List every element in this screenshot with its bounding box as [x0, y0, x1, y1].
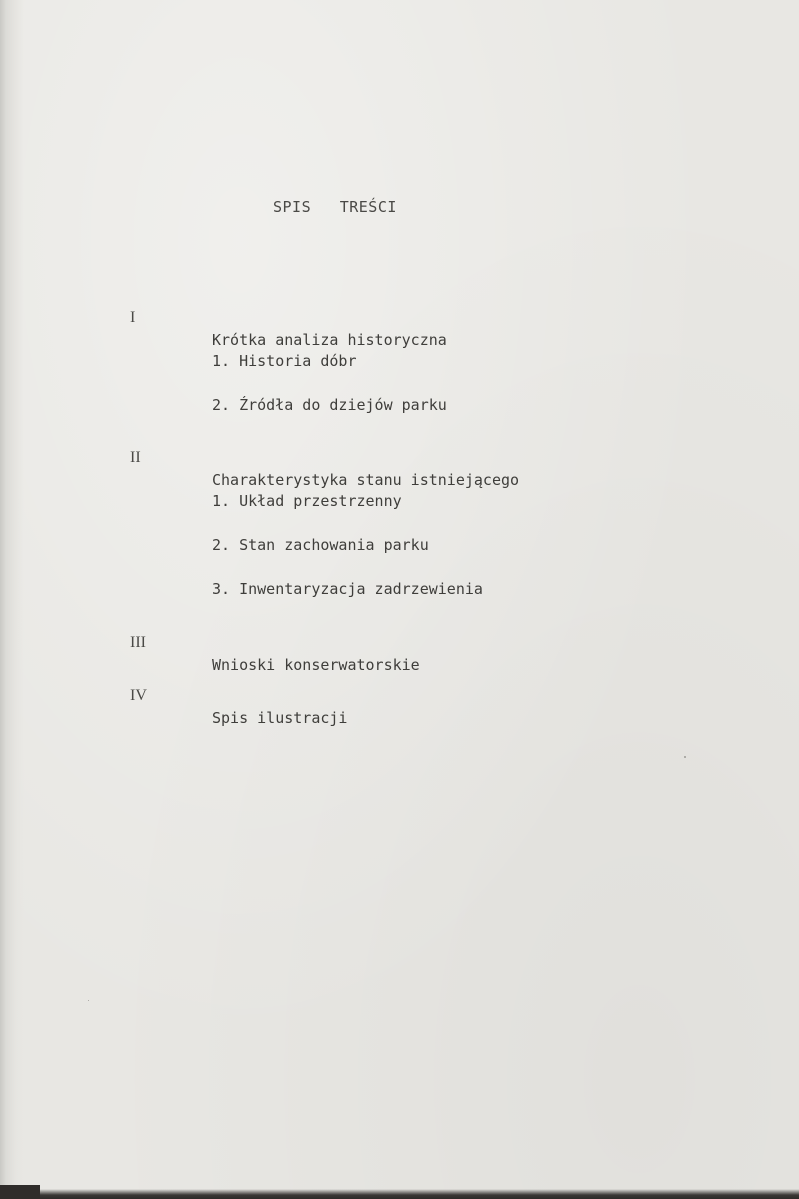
page-bottom-edge-shadow [0, 1189, 799, 1199]
toc-subitem [0, 556, 799, 598]
subsection-title: 2. Źródła do dziejów parku [212, 396, 447, 414]
page-title: SPIS TREŚCI [273, 198, 397, 216]
subsection-title: 2. Stan zachowania parku [212, 536, 429, 554]
toc-section-1 [0, 285, 799, 349]
page-corner-shadow [0, 1185, 40, 1199]
toc-section-2 [0, 425, 799, 489]
subsection-title: 3. Inwentaryzacja zadrzewienia [212, 580, 483, 598]
section-title: Spis ilustracji [212, 709, 348, 727]
subsection-title: 1. Układ przestrzenny [212, 492, 402, 510]
toc-subitem [0, 372, 799, 414]
subsection-title: 1. Historia dóbr [212, 352, 357, 370]
toc-section-4 [0, 663, 799, 727]
section-title: Wnioski konserwatorskie [212, 656, 420, 674]
section-numeral: I [130, 309, 136, 326]
paper-speck [684, 756, 686, 758]
toc-section-3 [0, 610, 799, 674]
section-title: Charakterystyka stanu istniejącego [212, 471, 520, 489]
section-numeral: II [130, 449, 141, 466]
paper-speck [88, 1000, 89, 1001]
toc-subitem [0, 328, 799, 370]
section-numeral: III [130, 634, 146, 651]
toc-subitem [0, 468, 799, 510]
toc-subitem [0, 512, 799, 554]
section-title: Krótka analiza historyczna [212, 331, 447, 349]
section-numeral: IV [130, 687, 147, 704]
